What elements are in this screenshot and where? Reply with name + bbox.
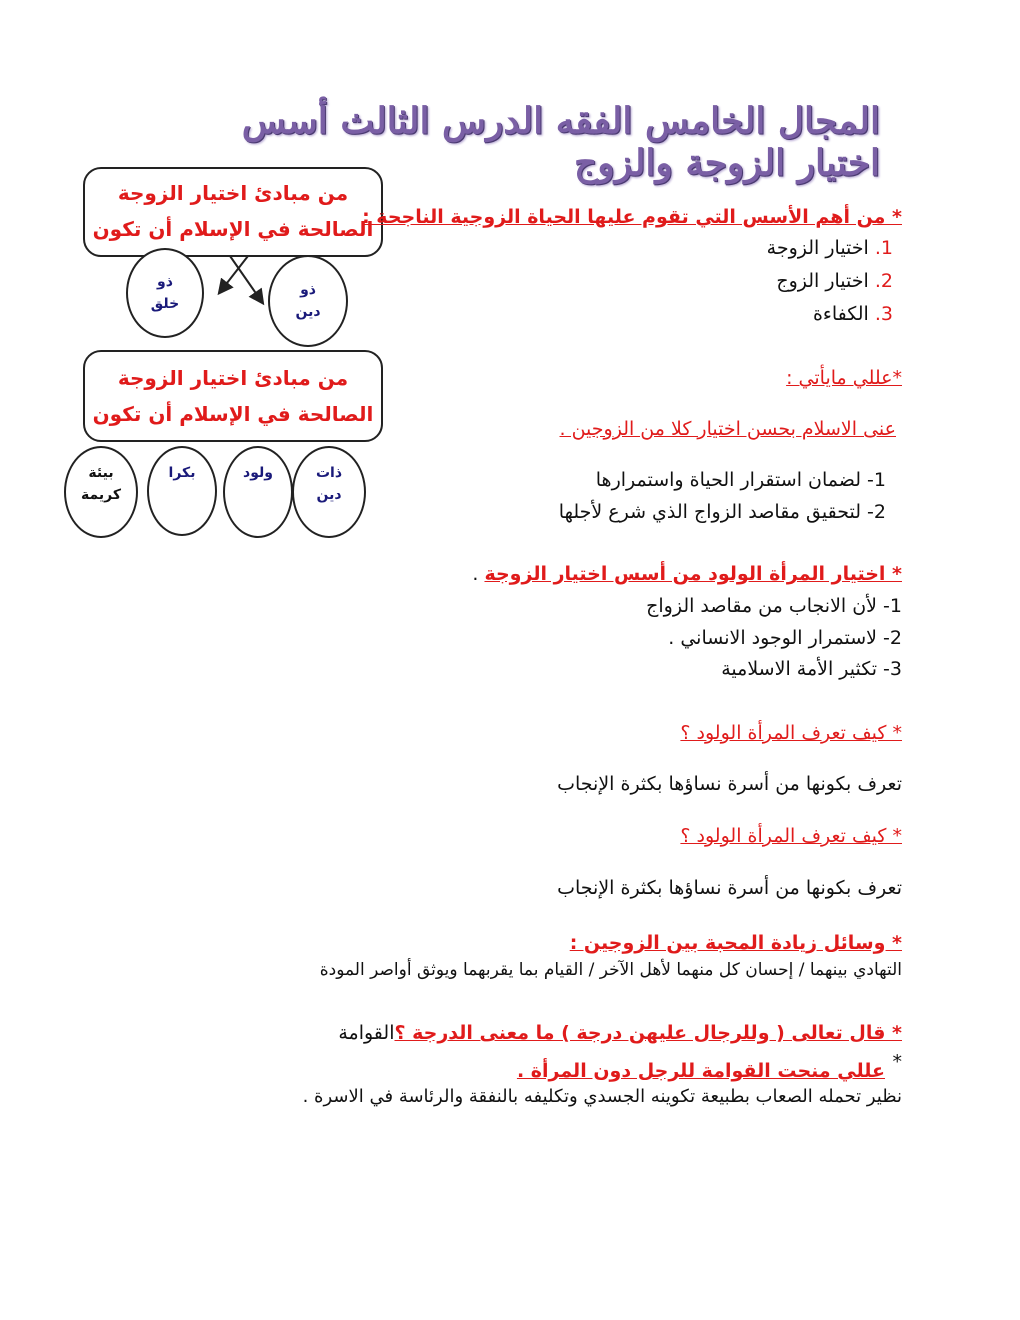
s3-heading: * اختيار المرأة الولود من أسس اختيار الزوجة — [484, 563, 902, 585]
s2-question: عنى الاسلام بحسن اختيار كلا من الزوجين . — [559, 418, 896, 440]
s3-dot: . — [472, 563, 479, 585]
s7-heading2: عللي منحت القوامة للرجل دون المرأة . — [516, 1060, 885, 1082]
quality-circle-bikr: بكرا — [147, 446, 217, 536]
s7-star: * — [892, 1051, 902, 1073]
principles-box-1 — [83, 167, 383, 257]
s7-heading2-row — [893, 1051, 903, 1073]
quality-circle-dhat-deen: ذات دين — [292, 446, 366, 538]
s6-answer: التهادي بينهما / إحسان كل منهما لأهل الآخر / القيام بما يقربهما ويوثق أواصر المودة — [319, 960, 902, 980]
s7-heading-row — [338, 1022, 902, 1044]
principles-box-1-line2: الصالحة في الإسلام أن تكون — [92, 217, 374, 241]
s3-heading-row — [472, 563, 902, 585]
s2-item-1: 1- لضمان استقرار الحياة واستمرارها — [595, 469, 886, 491]
principles-box-2-line2: الصالحة في الإسلام أن تكون — [92, 402, 374, 426]
s2-item-2: 2- لتحقيق مقاصد الزواج الذي شرع لأجلها — [558, 501, 886, 523]
s7-answer: القوامة — [338, 1022, 395, 1044]
quality-circle-walood: ولود — [223, 446, 293, 538]
arrow-to-deen — [230, 256, 262, 302]
s5-answer: تعرف بكونها من أسرة نساؤها بكثرة الإنجاب — [557, 877, 902, 899]
s3-item-2: 2- لاستمرار الوجود الانساني . — [668, 627, 902, 649]
s4-answer: تعرف بكونها من أسرة نساؤها بكثرة الإنجاب — [557, 773, 902, 795]
s7-heading: * قال تعالى ( وللرجال عليهن درجة ) ما معنى الدرجة ؟ — [394, 1022, 902, 1044]
quality-circle-deen: ذو دين — [268, 255, 348, 347]
quality-circle-bee-a: بيئة كريمة — [64, 446, 138, 538]
s7-answer2: نظير تحمله الصعاب بطبيعة تكوينه الجسدي وتكليفه بالنفقة والرئاسة في الاسرة . — [302, 1086, 902, 1107]
s1-heading: * من أهم الأسس التي تقوم عليها الحياة الزوجية الناجحة : — [362, 206, 902, 228]
principles-box-2-line1: من مبادئ اختيار الزوجة — [117, 366, 349, 390]
s1-item-3: 3. الكفاءة — [812, 303, 893, 325]
page-title: المجال الخامس الفقه الدرس الثالث أسس اختيار الزوجة والزوج — [241, 100, 880, 184]
s1-item-2: 2. اختيار الزوج — [776, 270, 893, 292]
s5-heading: * كيف تعرف المرأة الولود ؟ — [680, 825, 902, 847]
s3-item-3: 3- تكثير الأمة الاسلامية — [721, 658, 902, 680]
s1-item-1: 1. اختيار الزوجة — [766, 237, 893, 259]
s4-heading: * كيف تعرف المرأة الولود ؟ — [680, 722, 902, 744]
quality-circle-khuluq: ذو خلق — [126, 248, 204, 338]
s6-heading: * وسائل زيادة المحبة بين الزوجين : — [569, 932, 902, 954]
principles-box-2 — [83, 350, 383, 442]
s3-item-1: 1- لأن الانجاب من مقاصد الزواج — [646, 595, 902, 617]
s2-heading: *عللي مايأتي : — [786, 367, 902, 389]
principles-box-1-line1: من مبادئ اختيار الزوجة — [117, 181, 349, 205]
